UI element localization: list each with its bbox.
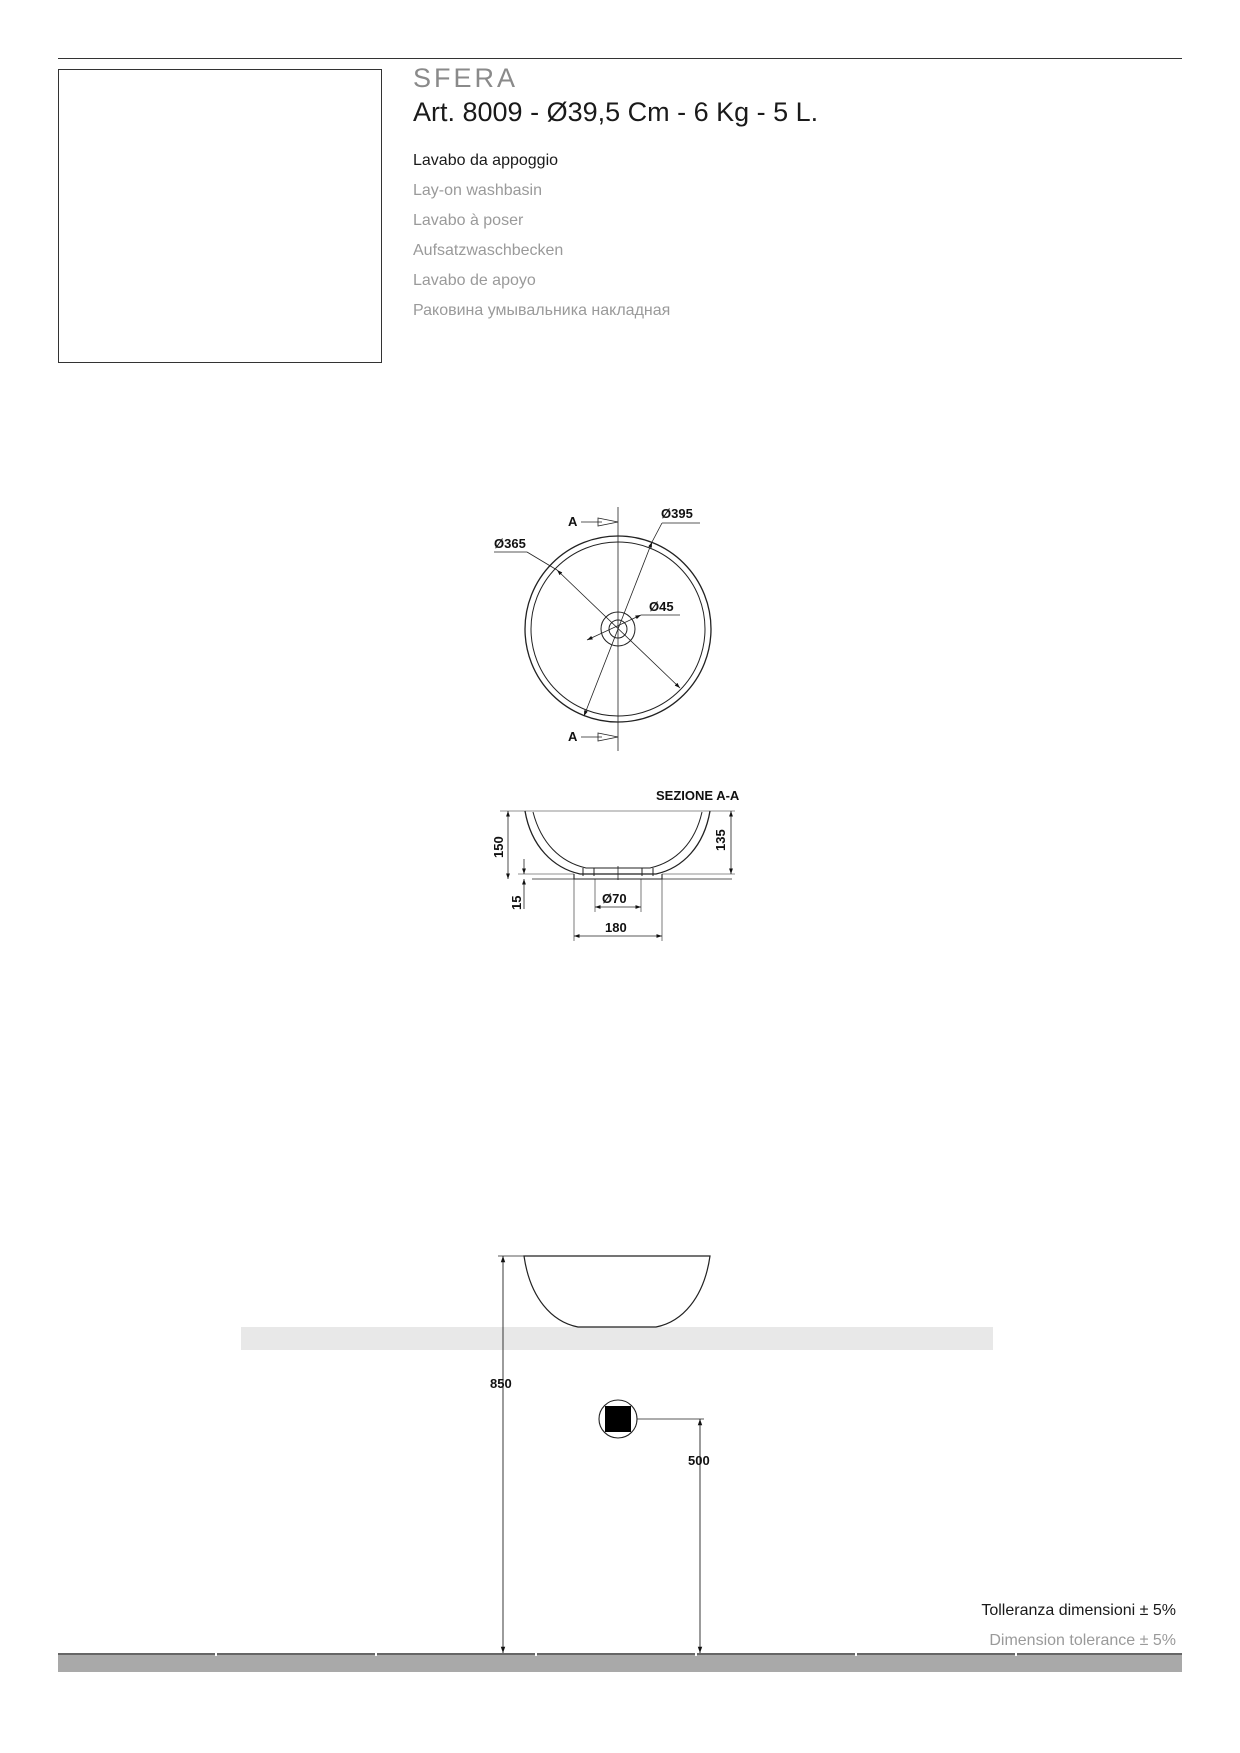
section-arrow-bottom	[581, 733, 618, 741]
description-en: Lay-on washbasin	[413, 182, 542, 199]
tolerance-en: Dimension tolerance ± 5%	[989, 1632, 1176, 1649]
section-arrow-top	[581, 518, 618, 526]
description-ru: Раковина умывальника накладная	[413, 302, 671, 319]
top-view	[494, 507, 711, 751]
base-diameter-label: Ø70	[602, 891, 627, 906]
base-height-label: 15	[509, 895, 524, 910]
drain-left	[583, 868, 594, 876]
section-title: SEZIONE A-A	[656, 788, 740, 803]
dim-line-inner-leader	[527, 552, 557, 570]
dim-line-inner-diameter	[557, 570, 680, 688]
tolerance-it: Tolleranza dimensioni ± 5%	[981, 1602, 1176, 1619]
dim-line-outer-leader	[652, 523, 662, 542]
outer-diameter-label: Ø395	[661, 506, 693, 521]
bowl-inner-profile	[533, 812, 702, 868]
description-es: Lavabo de apoyo	[413, 272, 536, 289]
drain-right	[642, 868, 653, 876]
section-label-bottom: A	[568, 729, 578, 744]
drain-height-label: 500	[688, 1453, 710, 1468]
article-title: Art. 8009 - Ø39,5 Cm - 6 Kg - 5 L.	[413, 97, 819, 127]
series-name: SFERA	[413, 63, 519, 93]
base-width-label: 180	[605, 920, 627, 935]
drain-diameter-label: Ø45	[649, 599, 674, 614]
counter-height-label: 850	[490, 1376, 512, 1391]
bowl-outer-profile	[525, 811, 710, 874]
section-label-top: A	[568, 514, 578, 529]
inner-diameter-label: Ø365	[494, 536, 526, 551]
bowl-height-label: 135	[713, 829, 728, 851]
description-fr: Lavabo à poser	[413, 212, 524, 229]
total-height-label: 150	[491, 836, 506, 858]
drain-pipe-symbol	[599, 1400, 637, 1438]
tolerance-note	[981, 1596, 1176, 1656]
description-de: Aufsatzwaschbecken	[413, 242, 564, 259]
bowl-elevation-outline	[524, 1256, 710, 1327]
countertop	[241, 1327, 993, 1350]
description-it: Lavabo da appoggio	[413, 152, 559, 169]
